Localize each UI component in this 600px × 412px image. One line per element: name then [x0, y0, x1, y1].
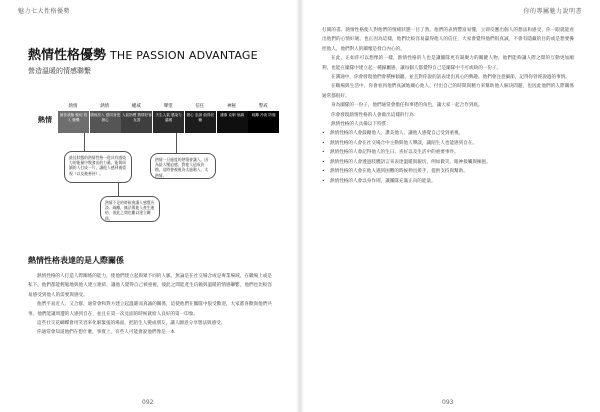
paragraph: 身為團隊的一份子，他們通常會擔任和事佬的角色，讓大家一起合作到底。	[331, 103, 483, 109]
spectrum-segment: 謹慎 克制 低調	[217, 111, 248, 133]
stage-label: 神秘	[227, 104, 236, 109]
page-number-left: 092	[142, 399, 154, 406]
spectrum-segment: 人氣指標 熱情好客 友善	[121, 111, 152, 133]
trait-list	[322, 129, 574, 185]
list-item: • 熱情性格的人會在社交場合中主動與他人攀談，讓陌生人也能感到自在。	[322, 139, 574, 148]
paragraph: 你會發現熱情性格的人會做出這樣的行為：	[331, 112, 419, 118]
spectrum-bar	[58, 111, 280, 133]
list-item: • 熱情性格的人會以身作則，讓團隊充滿正向的能量。	[322, 177, 574, 186]
connector-line	[176, 133, 177, 153]
page-subtitle: 營造溫暖的情感聯繫	[28, 67, 91, 75]
stage-label: 權威	[131, 104, 141, 109]
title-chinese: 熱情性格優勢	[28, 48, 107, 63]
stage-label: 熱情	[68, 104, 78, 109]
spectrum-stage-labels	[58, 103, 280, 111]
section-heading: 熱情性格表達的是人際關係	[28, 256, 124, 265]
paragraph: 在此，正如你可以想像的一樣，熱情性格的人也是讓團隊更有凝聚力的關鍵人物。他們能夠讓人際之間的互動更加順利，也能在團隊中建立起一種歸屬感，讓每個人都覺得自己是團隊中不可或缺的一份子。	[322, 56, 574, 71]
right-page	[300, 0, 600, 412]
title-english: THE PASSION ADVANTAGE	[110, 49, 258, 62]
spectrum-segment: 積極投入 感同身受 熱心	[90, 111, 121, 133]
stage-label: 熱情	[100, 104, 110, 109]
connector-line	[84, 133, 85, 151]
paragraph: 熱情性格的人具備以下特質：	[331, 122, 391, 128]
stage-label: 聲望	[163, 104, 173, 109]
list-item: • 熱情性格的人會記得他人的生日、喜好以及生活中的重要事件。	[322, 148, 574, 157]
right-body-text	[322, 26, 574, 186]
paragraph: 在溝通中，你會發現他們會積極傾聽，並且對你說的話表達出真心的興趣。他們會注意細節，記得你曾經說過的事情。	[331, 75, 570, 81]
page-title	[28, 44, 258, 63]
running-head-right: 你的專屬魅力說明書	[523, 8, 582, 15]
list-item: • 熱情性格的人會在他人遇到困難的時候伸出援手，提供支持與幫助。	[322, 167, 574, 176]
spectrum-segment: 天生人氣 感染力 溫暖	[153, 111, 184, 133]
page-number-right: 093	[442, 399, 454, 406]
book-gutter	[296, 0, 304, 412]
paragraph: 打開的書。熱情性格使人對他們的情緒狀態一目了然。他們的表情豐富易懂，立即反應出個人的想法和感受，你一眼就能看出他們的心情好壞。也正因為這樣，他們比較容易贏得他人的信任，大家會覺得他們很真誠，不會有隱藏的目的或是想要操控他人。他們對人的關懷是發自內心的。	[322, 28, 574, 52]
paragraph: 他們平易近人、又合群，通常會和對方建立起溫暖而真誠的關係，這使他們在團隊中很受歡迎，大家都喜歡與他們共事。他們能讓周遭的人感到自在，並且在第一次見面的時候就給人良好的第一印象。	[28, 302, 272, 317]
spectrum-segment: 熱心 忠誠 值得信賴	[185, 111, 216, 133]
spectrum-side-label: 熱情	[38, 116, 52, 124]
stage-label: 警戒	[258, 104, 268, 109]
paragraph: 這些社交花蝴蝶會用笑容來化解緊張的場面，把陌生人變成朋友，讓人願意分享想法與感受。	[37, 321, 226, 327]
paragraph: 熱情性格的人打造人際關係的能力，使他們建立起與眾不同的人脈。無論是在社交場合或是專業場域，在職場上或是私下，他們都能輕鬆地與他人建立連結，讓他人覺得自己被重視，彼此之間能產生信賴與溫暖的情感聯繫，他們也比較容易感受到他人的需要與感受。	[28, 274, 272, 298]
callout-too-little: 熱情不足的時候會讓人感覺冷淡、疏離，無法與他人產生連結，彼此之間也難以建立關係。	[100, 196, 160, 222]
spectrum-segment: 最佳狀態 親切 投入 慷慨	[58, 111, 89, 133]
callout-best-state: 最佳狀態的熱情性格一從具有感染力的能量中散發出的力量。能與周圍的人打成一片，讓他人感到被重視（以及被善待）。	[64, 151, 132, 183]
paragraph: 在職場與生活中，你會看到他們真誠地關心他人、付出自己的時間與精力來幫助他人解決問題，也因此他們的人際關係通常都很好。	[322, 84, 574, 99]
callout-too-much: 熱情一旦過度的熱情會讓人。因為給人壓迫感，對他人造成負擔。這時會被視為太過黏人、太熱情。	[150, 153, 216, 179]
paragraph: 你通常會知道他們在想什麼，事實上，有些人可能會說他們像是一本	[37, 330, 175, 336]
connector-line	[118, 183, 119, 197]
list-item: • 熱情性格的人會鼓勵他人、讚美他人，讓他人感覺自己受到重視。	[322, 129, 574, 138]
stage-label: 信任	[195, 104, 205, 109]
spectrum-segment: 疏離 冷淡 防備	[248, 111, 279, 133]
left-body-text	[28, 272, 272, 338]
list-item: • 熱情性格的人會透過肢體語言來表達溫暖與親切，例如微笑、眼神接觸與擁抱。	[322, 158, 574, 167]
running-head-left: 魅力七大性格優勢	[18, 8, 71, 15]
